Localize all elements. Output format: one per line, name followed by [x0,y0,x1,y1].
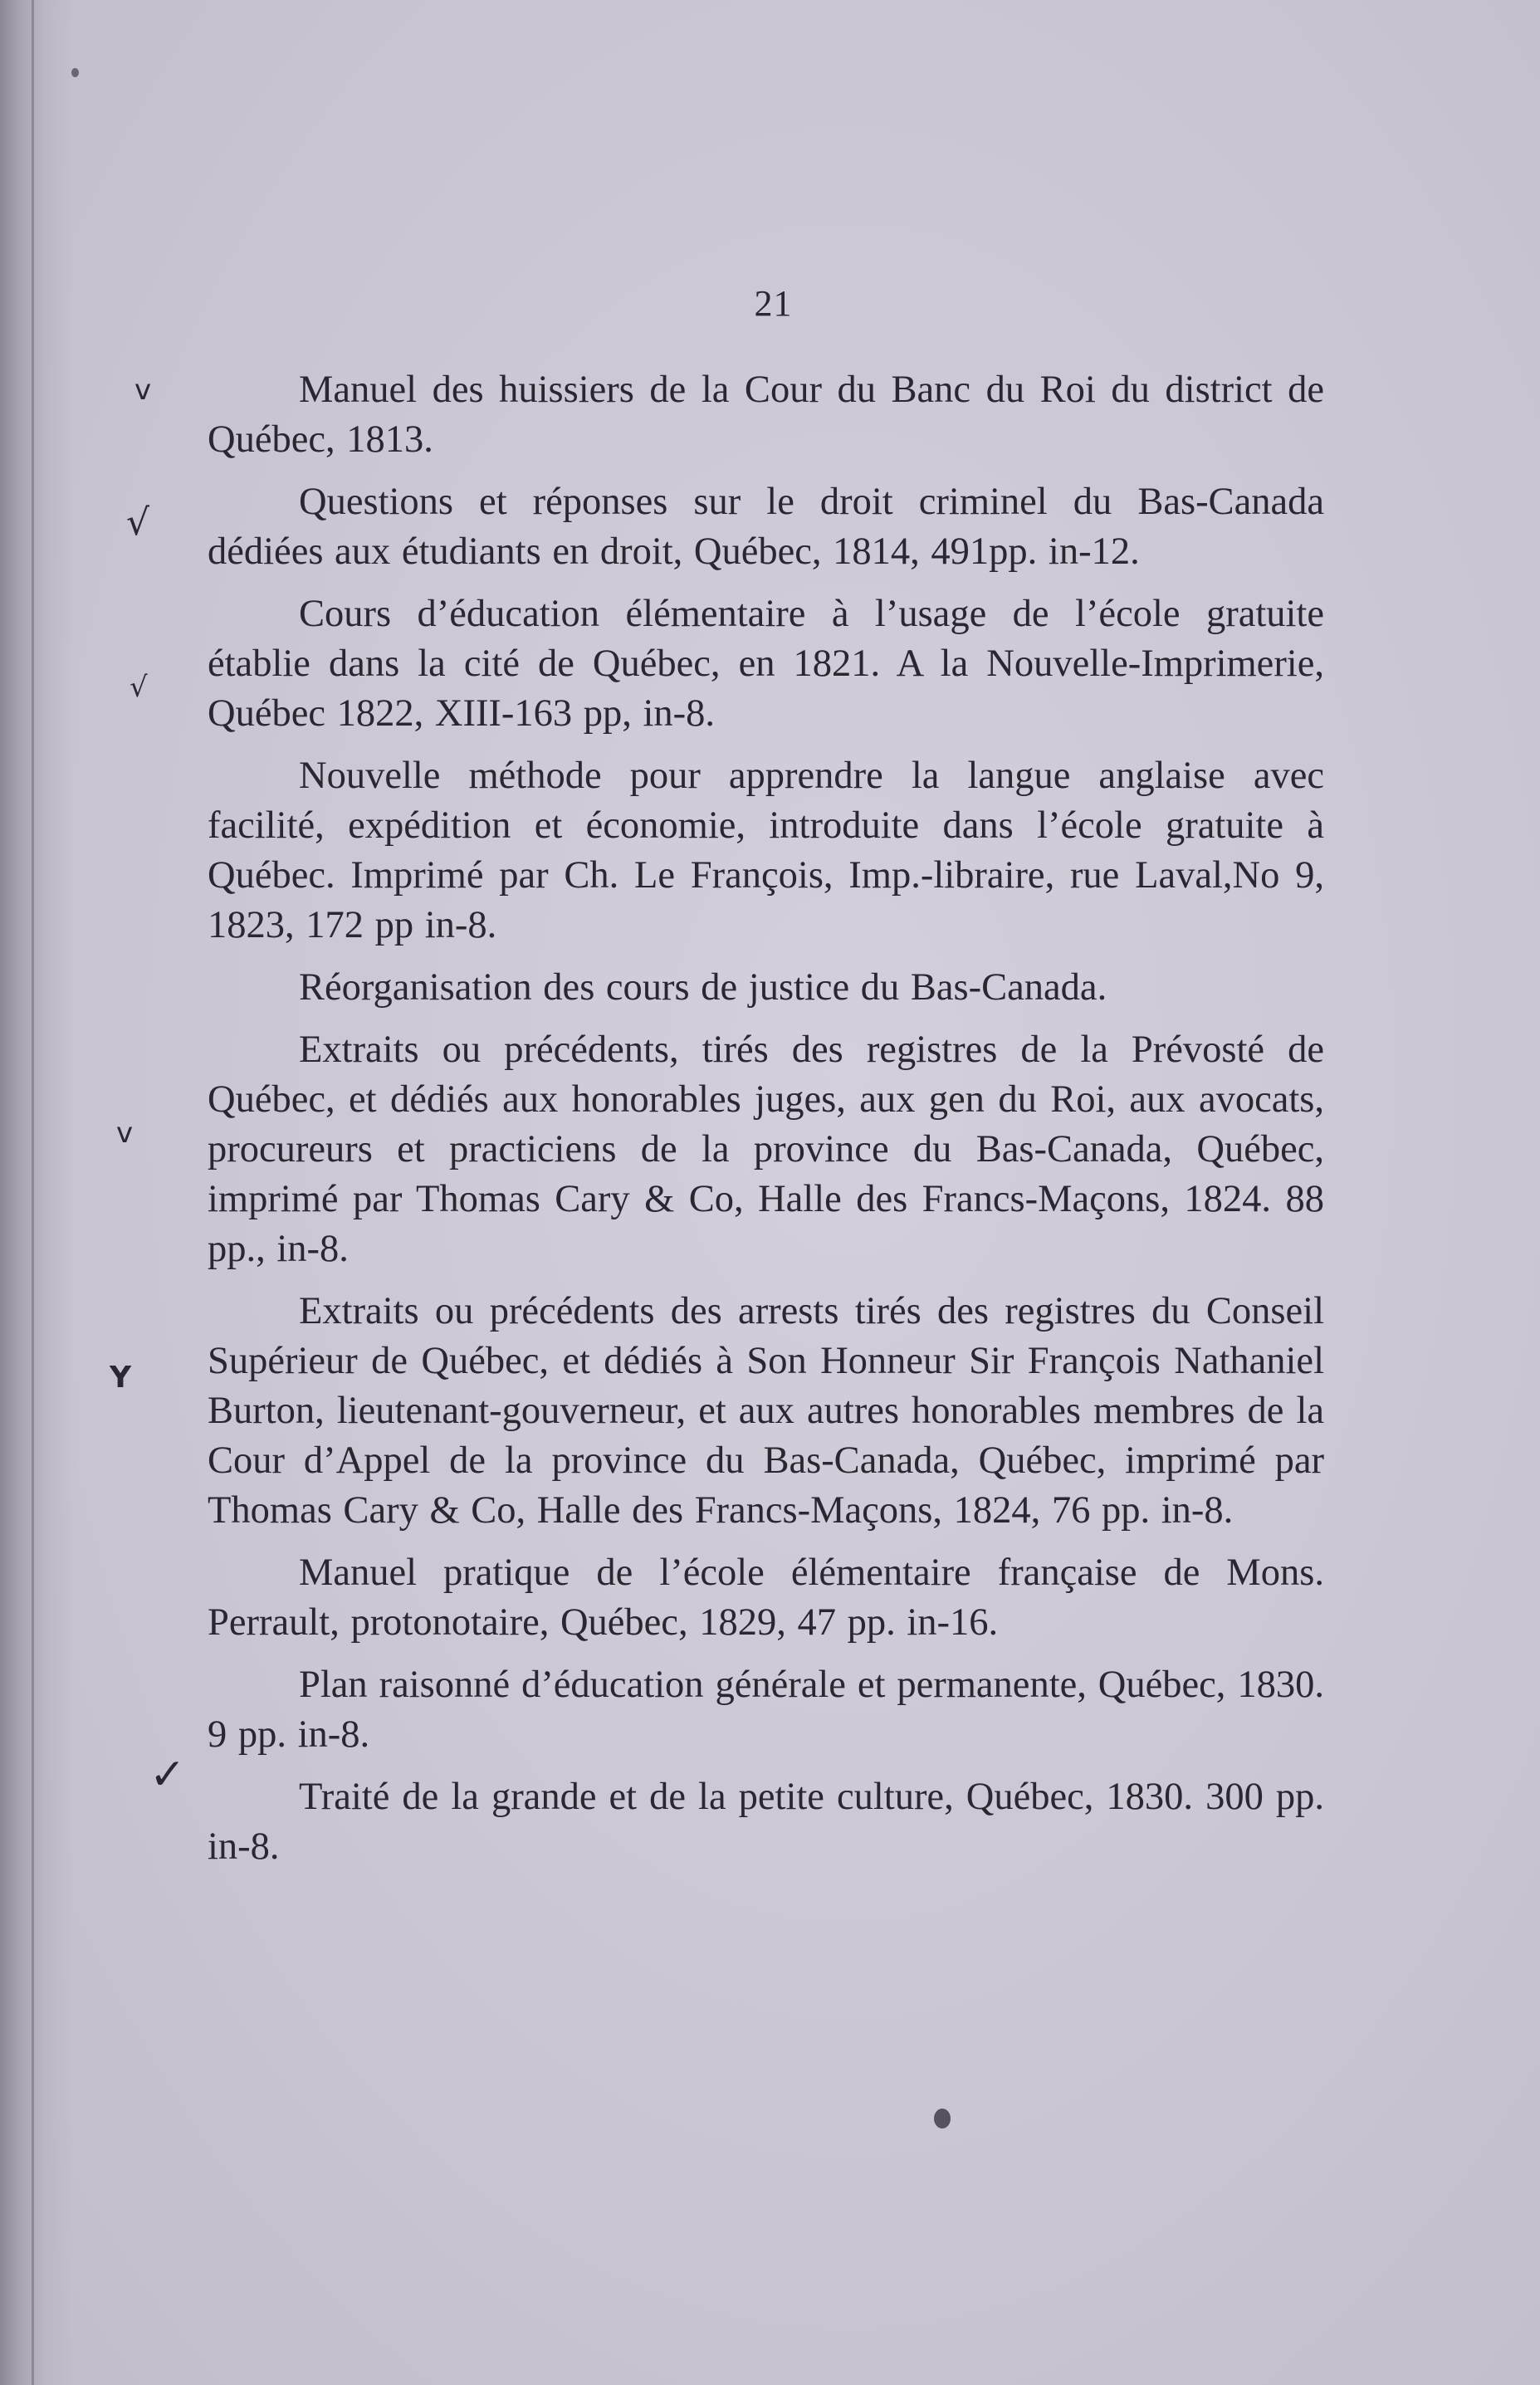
margin-mark-4: v [116,1117,134,1150]
margin-mark-1: v [134,374,152,407]
entry-questions-reponses: Questions et réponses sur le droit criminel du Bas-Canada dédiées aux étudiants en droit, Québec, 1814, 491pp. in-12. [208,481,1324,573]
margin-mark-6: ✓ [149,1750,186,1800]
entry-cours-education: Cours d’éducation élémentaire à l’usage de l’école gratuite établie dans la cité de Québec, en 1821. A la Nouvelle-Imprimerie, Québec 1822, XIII-163 pp, in-8. [208,593,1324,735]
margin-mark-3: √ [130,671,148,704]
entry-manuel-huissiers: Manuel des huissiers de la Cour du Banc du Roi du district de Québec, 1813. [208,369,1324,461]
entry-extraits-conseil: Extraits ou précédents des arrests tirés des registres du Conseil Supérieur de Québec, et dédiés à Son Honneur Sir François Nathaniel Burton, lieutenant-gouverneur, et aux autres honorables membres de la Cour d’Appel de la province du Bas-Canada, Québec, imprimé par Thomas Cary & Co, Halle des Francs-Maçons, 1824, 76 pp. in-8. [208,1290,1324,1532]
margin-mark-5: Y [110,1361,132,1395]
bibliography-list [208,365,1324,1884]
entry-extraits-prevoste: Extraits ou précédents, tirés des registres de la Prévosté de Québec, et dédiés aux honorables juges, aux gen du Roi, aux avocats, procureurs et practiciens de la province du Bas-Canada, Québec, imprimé par Thomas Cary & Co, Halle des Francs-Maçons, 1824. 88 pp., in-8. [208,1029,1324,1270]
book-gutter-shadow [0,0,75,2385]
entry-plan-raisonne: Plan raisonné d’éducation générale et permanente, Québec, 1830. 9 pp. in-8. [208,1664,1324,1756]
margin-mark-2: √ [126,501,150,544]
page-number: 21 [754,283,793,324]
entry-reorganisation: Réorganisation des cours de justice du Bas-Canada. [299,966,1107,1009]
gutter-crease [32,0,34,2385]
entry-traite-culture: Traité de la grande et de la petite culture, Québec, 1830. 300 pp. in-8. [208,1776,1324,1868]
speck-bottom [934,2109,951,2128]
entry-manuel-pratique: Manuel pratique de l’école élémentaire française de Mons. Perrault, protonotaire, Québec, 1829, 47 pp. in-16. [208,1552,1324,1644]
entry-nouvelle-methode: Nouvelle méthode pour apprendre la langue anglaise avec facilité, expédition et économie, introduite dans l’école gratuite à Québec. Imprimé par Ch. Le François, Imp.-libraire, rue Laval,No 9, 1823, 172 pp in-8. [208,755,1324,946]
speck-top-left [71,68,79,77]
